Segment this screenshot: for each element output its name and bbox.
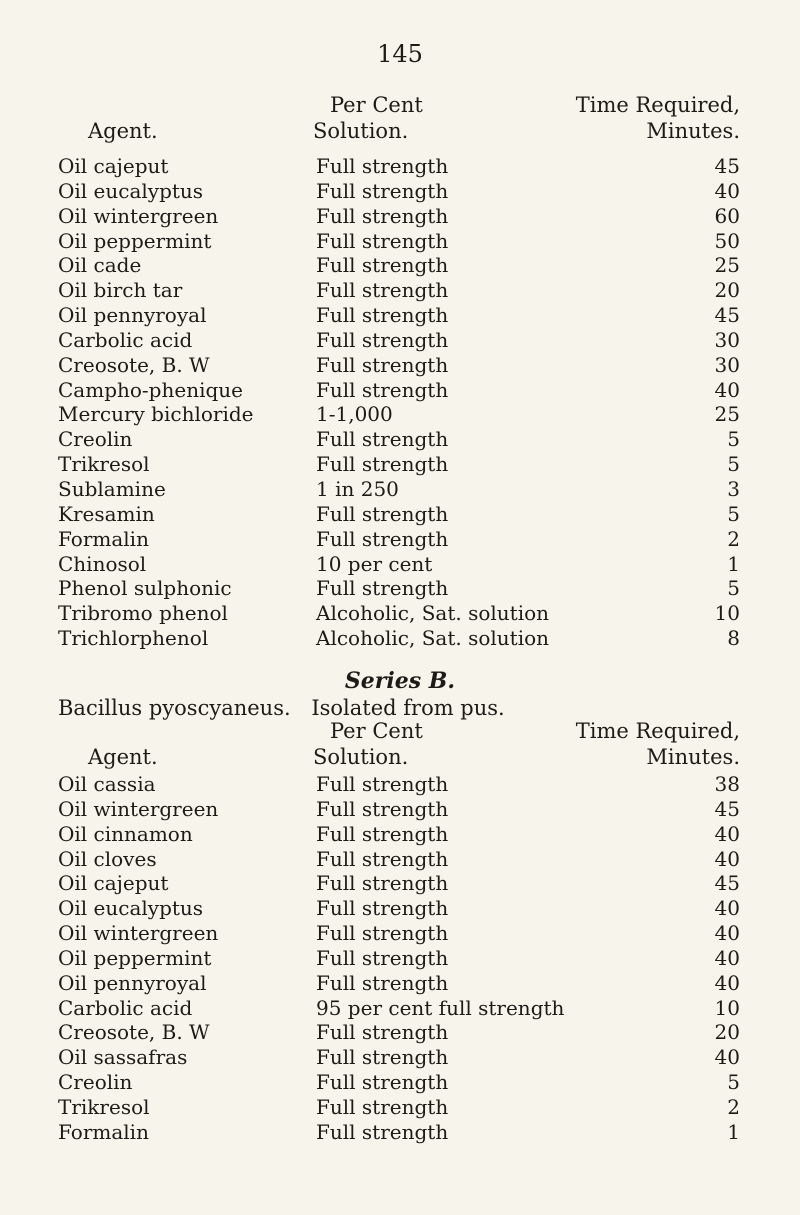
solution-cell: Full strength (316, 871, 449, 896)
time-cell: 25 (714, 402, 740, 427)
table-row (58, 303, 740, 328)
agent-cell: Oil cloves (58, 846, 157, 871)
solution-cell: Full strength (316, 303, 449, 328)
table-row (58, 154, 740, 179)
agent-cell: Oil eucalyptus (58, 896, 204, 921)
table-2 (58, 772, 740, 1145)
series-title: Series B. (344, 668, 456, 694)
table-row (58, 896, 740, 921)
solution-cell: Full strength (316, 253, 449, 278)
agent-cell: Mercury bichloride (58, 402, 254, 427)
solution-cell: Full strength (316, 327, 449, 352)
table-row (58, 601, 740, 626)
agent-cell: Trikresol (58, 452, 150, 477)
time-cell: 1 (727, 1119, 740, 1144)
time-cell: 3 (727, 476, 740, 501)
solution-cell: Full strength (316, 921, 449, 946)
agent-cell: Oil cajeput (58, 154, 169, 178)
solution-cell: 10 per cent (316, 551, 433, 576)
agent-cell: Trichlorphenol (58, 626, 209, 651)
agent-header: Agent. (88, 745, 158, 769)
agent-cell: Tribromo phenol (58, 601, 228, 626)
table-row (58, 576, 740, 601)
organism-name: Bacillus pyoscyaneus. (58, 696, 291, 720)
agent-header: Agent. (88, 119, 158, 143)
time-cell: 5 (727, 501, 740, 526)
time-header-line2: Minutes. (646, 119, 740, 143)
agent-cell: Oil cajeput (58, 871, 169, 896)
solution-header-line2: Solution. (313, 119, 409, 143)
solution-cell: Full strength (316, 796, 449, 821)
agent-cell: Oil cassia (58, 772, 156, 796)
table-row (58, 452, 740, 477)
solution-cell: Full strength (316, 1020, 449, 1045)
table-row (58, 1045, 740, 1070)
agent-cell: Oil pennyroyal (58, 970, 207, 995)
table-row (58, 1070, 740, 1095)
time-header-line1: Time Required, (575, 719, 740, 743)
time-cell: 45 (714, 154, 740, 178)
time-cell: 5 (727, 576, 740, 601)
solution-cell: Full strength (316, 896, 449, 921)
agent-cell: Oil wintergreen (58, 796, 219, 821)
time-cell: 20 (714, 1020, 740, 1045)
table-row (58, 402, 740, 427)
time-cell: 5 (727, 452, 740, 477)
time-cell: 40 (714, 821, 740, 846)
solution-cell: Full strength (316, 846, 449, 871)
table-row (58, 822, 740, 847)
time-cell: 45 (714, 796, 740, 821)
table-row (58, 527, 740, 552)
solution-cell: Full strength (316, 178, 449, 203)
table-row (58, 1095, 740, 1120)
table-row (58, 772, 740, 797)
table-row (58, 502, 740, 527)
agent-cell: Oil birch tar (58, 278, 183, 303)
agent-cell: Oil pennyroyal (58, 303, 207, 328)
table-row (58, 427, 740, 452)
table-row (58, 328, 740, 353)
solution-cell: Full strength (316, 1045, 449, 1070)
solution-cell: Full strength (316, 203, 449, 228)
time-cell: 38 (714, 772, 740, 796)
solution-cell: Full strength (316, 352, 449, 377)
time-cell: 20 (714, 278, 740, 303)
isolation-note: Isolated from pus. (311, 696, 505, 720)
solution-header-line1: Per Cent (330, 719, 423, 743)
agent-cell: Oil cinnamon (58, 821, 193, 846)
agent-cell: Sublamine (58, 476, 166, 501)
solution-cell: Full strength (316, 1119, 449, 1144)
table-row (58, 797, 740, 822)
agent-cell: Chinosol (58, 551, 147, 576)
solution-cell: Full strength (316, 228, 449, 253)
time-cell: 5 (727, 1070, 740, 1095)
series-subtitle (58, 696, 519, 720)
agent-cell: Formalin (58, 1119, 149, 1144)
solution-cell: Full strength (316, 576, 449, 601)
time-cell: 30 (714, 327, 740, 352)
agent-cell: Oil wintergreen (58, 921, 219, 946)
time-cell: 45 (714, 303, 740, 328)
time-cell: 40 (714, 377, 740, 402)
time-cell: 30 (714, 352, 740, 377)
time-cell: 8 (727, 626, 740, 651)
agent-cell: Kresamin (58, 501, 155, 526)
agent-cell: Creosote, B. W (58, 1020, 210, 1045)
time-cell: 2 (727, 526, 740, 551)
table-row (58, 921, 740, 946)
time-cell: 1 (727, 551, 740, 576)
solution-cell: Full strength (316, 377, 449, 402)
table-row (58, 1020, 740, 1045)
agent-cell: Oil peppermint (58, 228, 212, 253)
time-cell: 40 (714, 896, 740, 921)
table-row (58, 1120, 740, 1145)
solution-cell: Full strength (316, 526, 449, 551)
table-row (58, 378, 740, 403)
time-header-line1: Time Required, (575, 93, 740, 117)
agent-cell: Creolin (58, 1070, 133, 1095)
table-row (58, 871, 740, 896)
table-row (58, 179, 740, 204)
time-cell: 25 (714, 253, 740, 278)
solution-cell: Full strength (316, 945, 449, 970)
agent-cell: Oil cade (58, 253, 142, 278)
time-cell: 40 (714, 921, 740, 946)
solution-cell: Full strength (316, 772, 449, 796)
table-row (58, 971, 740, 996)
solution-cell: Full strength (316, 970, 449, 995)
table-row (58, 996, 740, 1021)
time-cell: 60 (714, 203, 740, 228)
agent-cell: Oil peppermint (58, 945, 212, 970)
table-row (58, 204, 740, 229)
table-row (58, 253, 740, 278)
agent-cell: Oil wintergreen (58, 203, 219, 228)
solution-cell: Full strength (316, 821, 449, 846)
time-cell: 40 (714, 945, 740, 970)
table-1 (58, 154, 740, 651)
table-row (58, 477, 740, 502)
solution-cell: Full strength (316, 501, 449, 526)
time-cell: 40 (714, 970, 740, 995)
solution-cell: 1 in 250 (316, 476, 399, 501)
table-row (58, 552, 740, 577)
time-cell: 40 (714, 178, 740, 203)
agent-cell: Phenol sulphonic (58, 576, 232, 601)
solution-cell: Full strength (316, 154, 449, 178)
solution-cell: Full strength (316, 1094, 449, 1119)
time-cell: 5 (727, 427, 740, 452)
agent-cell: Trikresol (58, 1094, 150, 1119)
solution-cell: Full strength (316, 452, 449, 477)
solution-cell: 1-1,000 (316, 402, 393, 427)
agent-cell: Creolin (58, 427, 133, 452)
time-cell: 2 (727, 1094, 740, 1119)
agent-cell: Carbolic acid (58, 995, 193, 1020)
table-row (58, 847, 740, 872)
agent-cell: Oil eucalyptus (58, 178, 204, 203)
agent-cell: Carbolic acid (58, 327, 193, 352)
solution-header-line2: Solution. (313, 745, 409, 769)
time-cell: 40 (714, 846, 740, 871)
solution-cell: Full strength (316, 427, 449, 452)
time-cell: 10 (714, 601, 740, 626)
agent-cell: Formalin (58, 526, 149, 551)
table-row (58, 229, 740, 254)
table-row (58, 626, 740, 651)
agent-cell: Oil sassafras (58, 1045, 188, 1070)
solution-cell: Full strength (316, 278, 449, 303)
solution-cell: Full strength (316, 1070, 449, 1095)
table-row (58, 353, 740, 378)
solution-cell: Alcoholic, Sat. solution (316, 626, 550, 651)
table-row (58, 946, 740, 971)
time-header-line2: Minutes. (646, 745, 740, 769)
solution-cell: 95 per cent full strength (316, 995, 565, 1020)
table-row (58, 278, 740, 303)
solution-header-line1: Per Cent (330, 93, 423, 117)
time-cell: 10 (714, 995, 740, 1020)
time-cell: 40 (714, 1045, 740, 1070)
time-cell: 50 (714, 228, 740, 253)
page-number: 145 (377, 40, 423, 68)
time-cell: 45 (714, 871, 740, 896)
agent-cell: Creosote, B. W (58, 352, 210, 377)
agent-cell: Campho-phenique (58, 377, 243, 402)
solution-cell: Alcoholic, Sat. solution (316, 601, 550, 626)
